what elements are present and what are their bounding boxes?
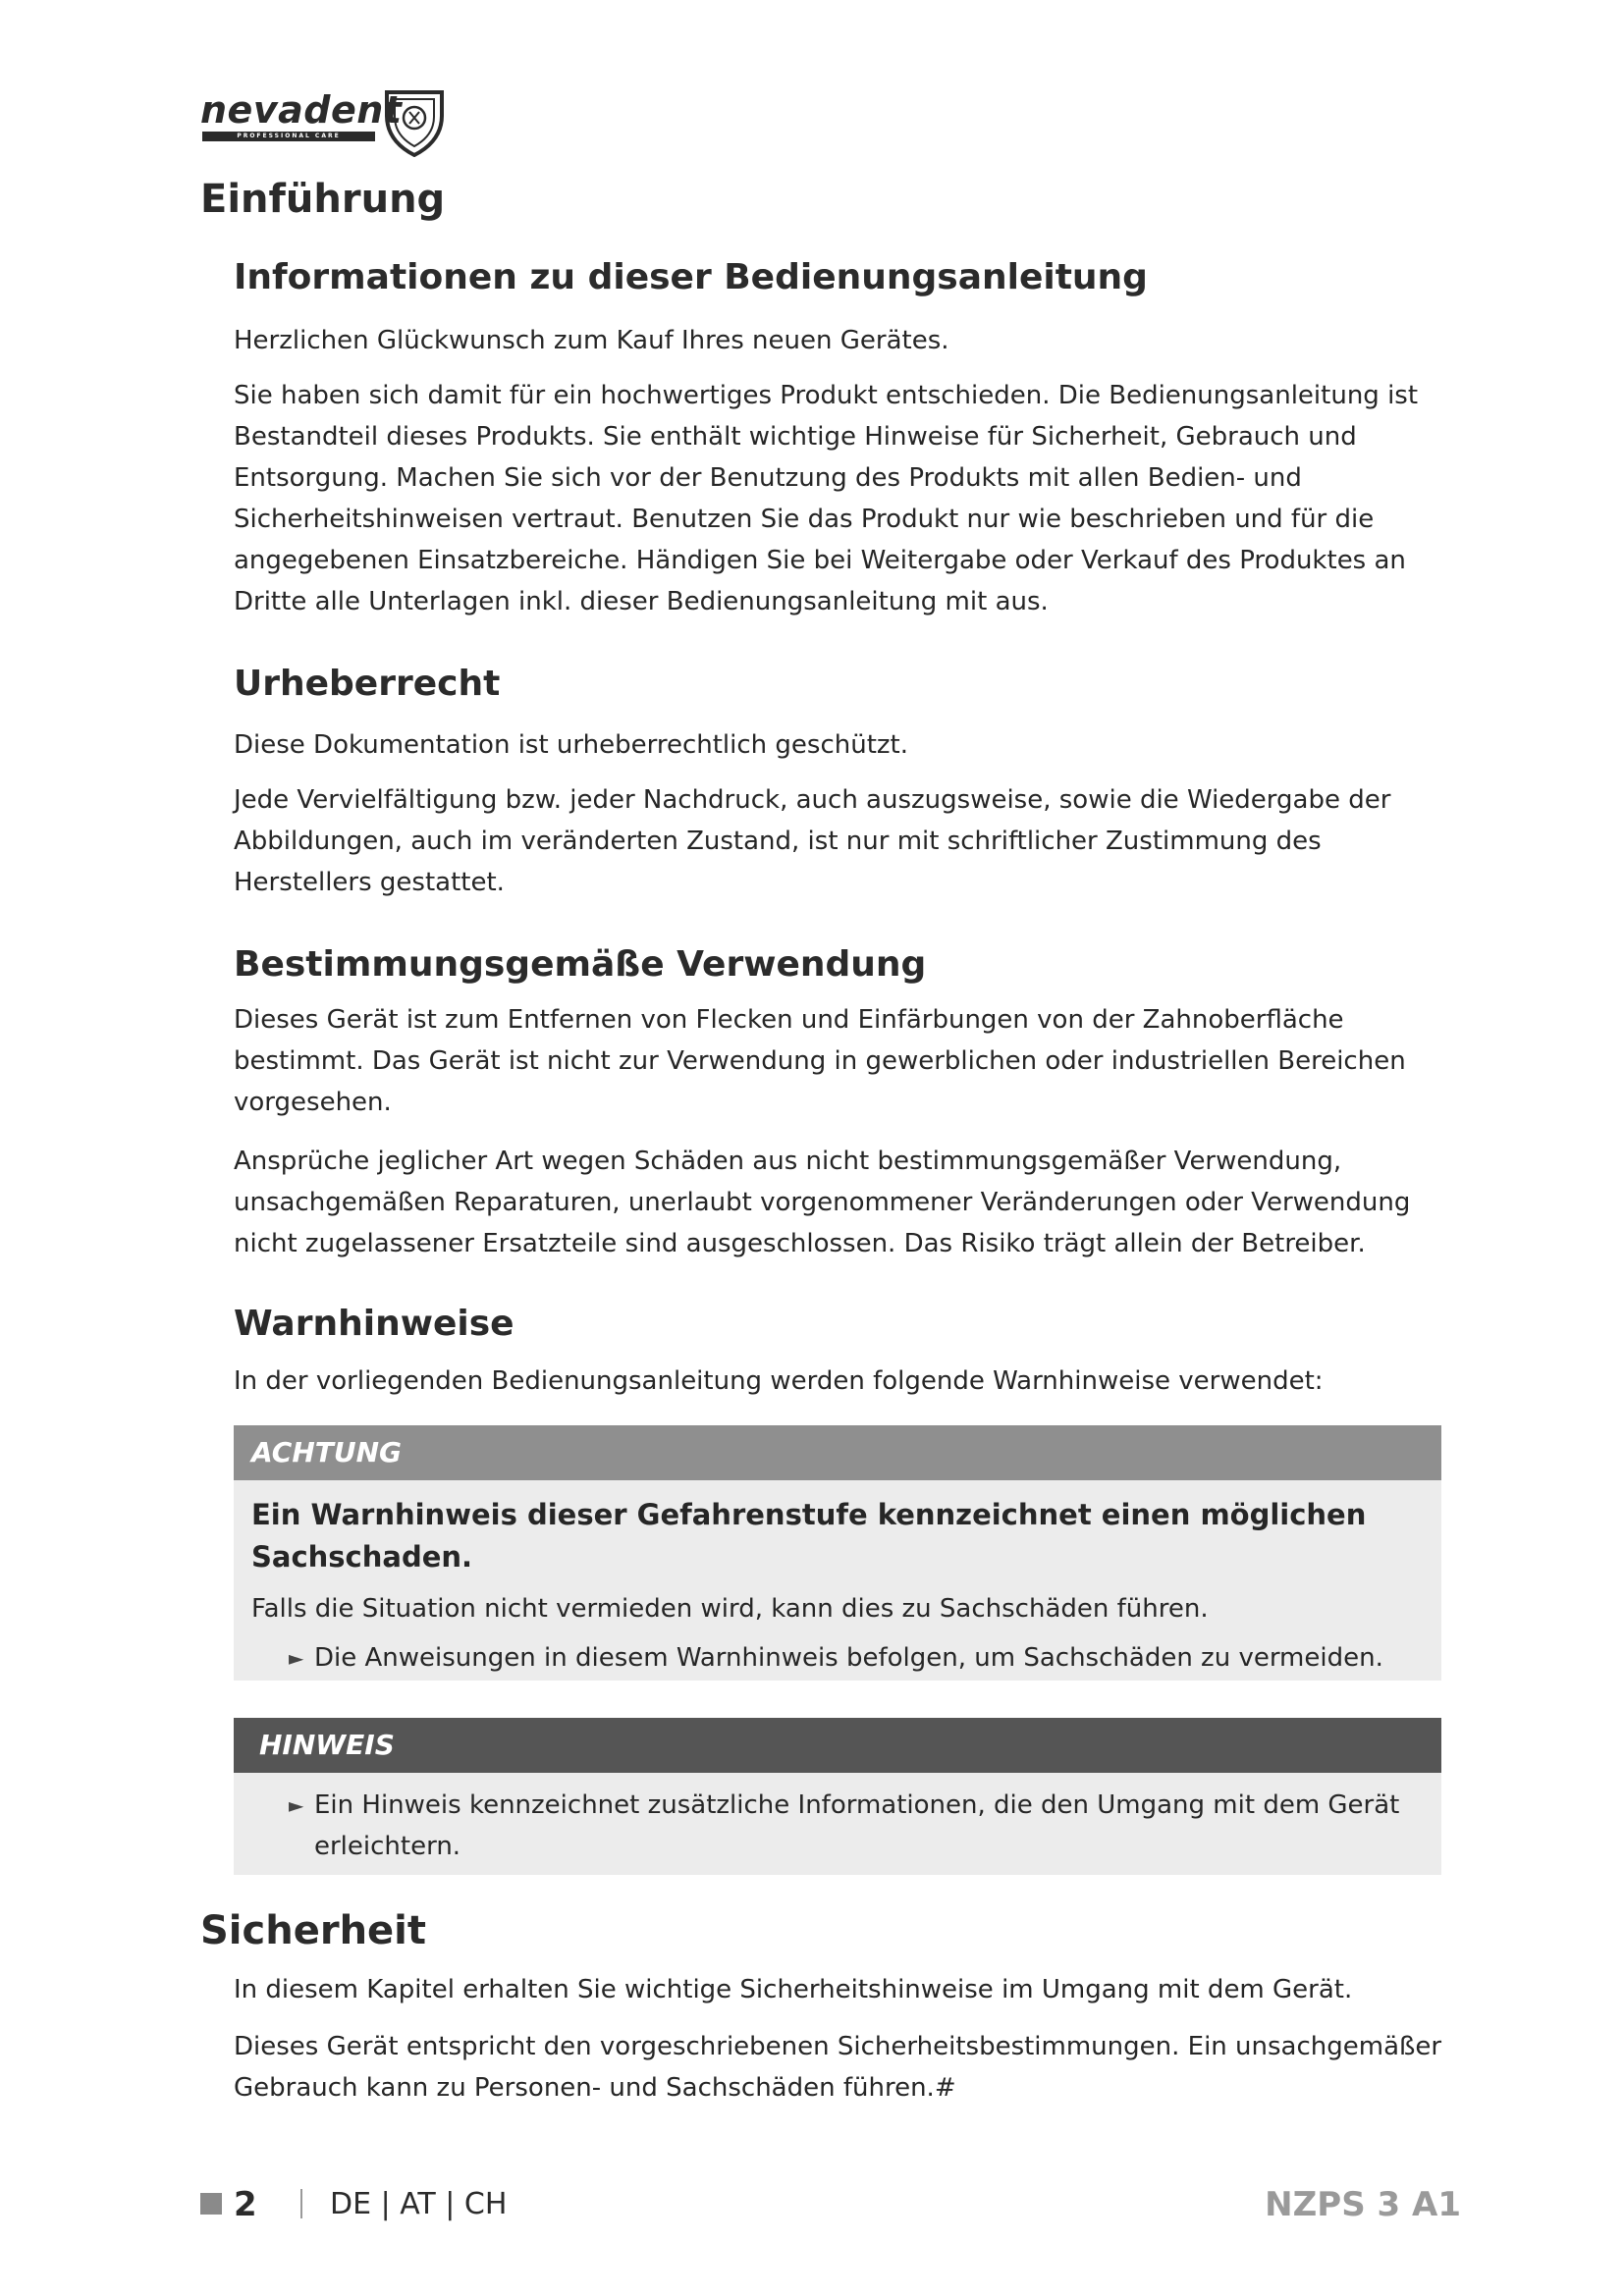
- heading-intended-use: Bestimmungsgemäße Verwendung: [234, 944, 927, 985]
- paragraph-copyright-2: Jede Vervielfältigung bzw. jeder Nachdruck, auch auszugsweise, sowie die Wiedergabe der Abbildungen, auch im veränderten Zustand, ist nur mit schriftlicher Zustimmung des Herstellers gestattet.: [234, 785, 1391, 897]
- note-box-hinweis: [234, 1718, 1441, 1875]
- heading-manual-info: Informationen zu dieser Bedienungsanleitung: [234, 257, 1148, 297]
- paragraph-safety-1: In diesem Kapitel erhalten Sie wichtige Sicherheitshinweise im Umgang mit dem Gerät.: [234, 1975, 1353, 2004]
- shield-logo-icon: [383, 86, 446, 157]
- arrow-bullet-icon: ►: [289, 1646, 304, 1670]
- note-box-hinweis-item: [289, 1785, 1424, 1867]
- footer-square-marker: [200, 2193, 222, 2215]
- heading-warnings: Warnhinweise: [234, 1304, 514, 1344]
- warning-box-achtung: [234, 1425, 1441, 1681]
- warning-box-achtung-instruction-text: Die Anweisungen in diesem Warnhinweis befolgen, um Sachschäden zu vermeiden.: [314, 1643, 1383, 1673]
- paragraph-congrats: Herzlichen Glückwunsch zum Kauf Ihres neuen Gerätes.: [234, 326, 949, 355]
- chapter-title-intro: Einführung: [200, 177, 446, 222]
- brand-name: nevadent: [200, 88, 403, 132]
- paragraph-copyright-1: Diese Dokumentation ist urheberrechtlich geschützt.: [234, 730, 909, 760]
- brand-tagline: PROFESSIONAL CARE: [202, 132, 375, 141]
- footer-divider: [300, 2189, 302, 2218]
- arrow-bullet-icon: ►: [289, 1793, 304, 1817]
- paragraph-intended-use-1: Dieses Gerät ist zum Entfernen von Flecken und Einfärbungen von der Zahnoberfläche bestimmt. Das Gerät ist nicht zur Verwendung in gewerblichen oder industriellen Bereichen vorgesehen.: [234, 1005, 1406, 1117]
- page-number: 2: [234, 2185, 257, 2224]
- heading-copyright: Urheberrecht: [234, 664, 501, 704]
- note-box-hinweis-label: HINWEIS: [234, 1718, 1441, 1773]
- paragraph-intended-use-2: Ansprüche jeglicher Art wegen Schäden aus nicht bestimmungsgemäßer Verwendung, unsachgemäßen Reparaturen, unerlaubt vorgenommener Veränderungen oder Verwendung nicht zugelassener Ersatzteile sind ausgeschlossen. Das Risiko trägt allein der Betreiber.: [234, 1147, 1411, 1258]
- paragraph-safety-2: Dieses Gerät entspricht den vorgeschriebenen Sicherheitsbestimmungen. Ein unsachgemäßer Gebrauch kann zu Personen- und Sachschäden führen.#: [234, 2032, 1442, 2103]
- paragraph-warnings-intro: In der vorliegenden Bedienungsanleitung werden folgende Warnhinweise verwendet:: [234, 1366, 1324, 1396]
- warning-box-achtung-text: Falls die Situation nicht vermieden wird, kann dies zu Sachschäden führen.: [251, 1594, 1209, 1624]
- paragraph-manual-info: Sie haben sich damit für ein hochwertiges Produkt entschieden. Die Bedienungsanleitung ist Bestandteil dieses Produkts. Sie enthält wichtige Hinweise für Sicherheit, Gebrauch und Entsorgung. Machen Sie sich vor der Benutzung des Produkts mit allen Bedien- und Sicherheitshinweisen vertraut. Benutzen Sie das Produkt nur wie beschrieben und für die angegebenen Einsatzbereiche. Händigen Sie bei Weitergabe oder Verkauf des Produktes an Dritte alle Unterlagen inkl. dieser Bedienungsanleitung mit aus.: [234, 381, 1419, 616]
- chapter-title-safety: Sicherheit: [200, 1908, 426, 1953]
- warning-box-achtung-instruction: [289, 1637, 1424, 1679]
- footer-model-number: NZPS 3 A1: [1265, 2185, 1461, 2224]
- brand-logo: [200, 86, 456, 159]
- footer-languages: DE | AT | CH: [330, 2187, 508, 2221]
- note-box-hinweis-text: Ein Hinweis kennzeichnet zusätzliche Informationen, die den Umgang mit dem Gerät erleichtern.: [314, 1790, 1400, 1861]
- warning-box-achtung-label: ACHTUNG: [234, 1425, 1441, 1480]
- warning-box-achtung-statement: Ein Warnhinweis dieser Gefahrenstufe kennzeichnet einen möglichen Sachschaden.: [251, 1498, 1367, 1574]
